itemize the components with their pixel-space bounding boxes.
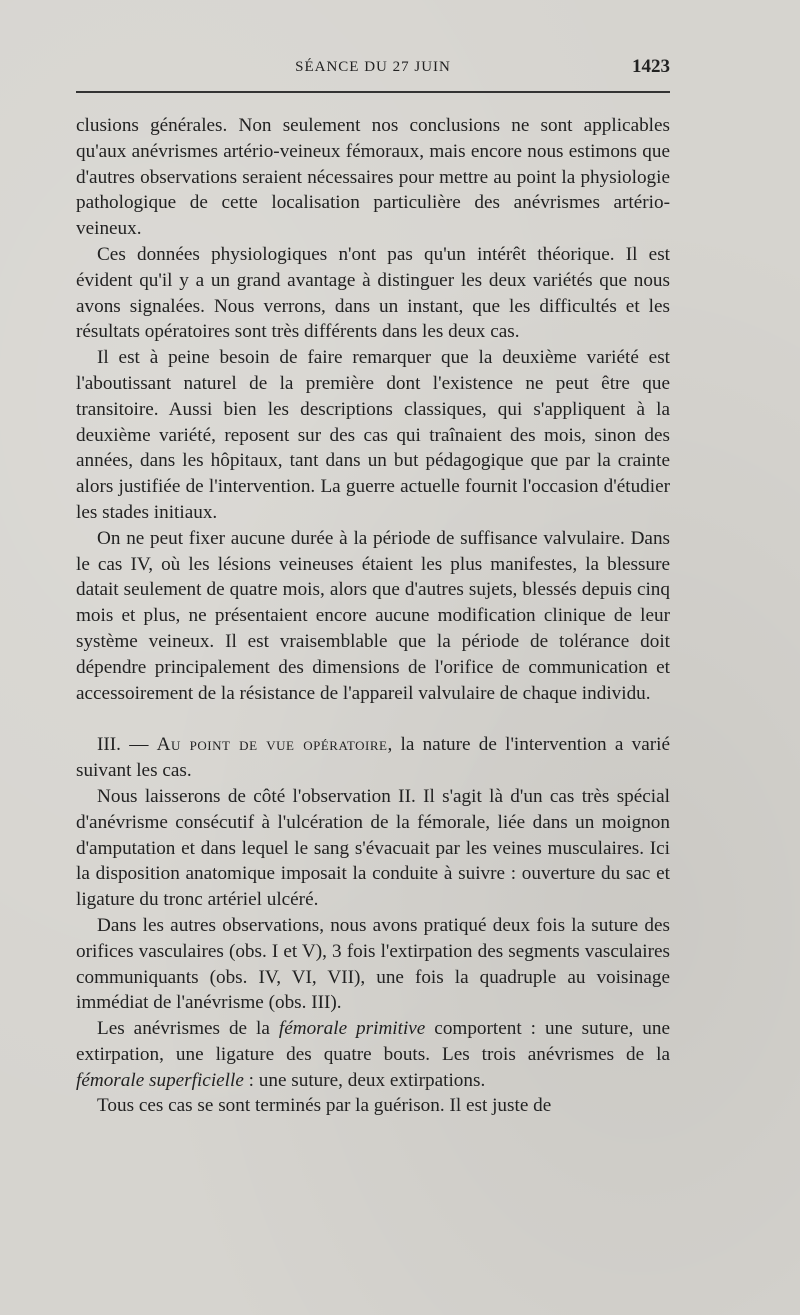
paragraph-8 [76,1016,670,1093]
running-head [76,56,670,82]
section-intro-text: , la nature de l'intervention a varié suivant les cas. [76,734,670,782]
paragraph-3: Il est à peine besoin de faire remarquer que la deuxième variété est l'aboutissant naturel de la première dont l'existence ne peut être que transitoire. Aussi bien les descriptions classiques, qui s'appliquent à la deuxième variété, reposent sur des cas qui traînaient des mois, sinon des années, dans les hôpitaux, tant dans un but pédagogique que par la crainte alors justifiée de l'intervention. La guerre actuelle fournit l'occasion d'étudier les stades initiaux. [76,347,670,523]
paragraph-7: Dans les autres observations, nous avons pratiqué deux fois la suture des orifices vasculaires (obs. I et V), 3 fois l'extirpation des segments vasculaires communiquants (obs. IV, VI, VII), une fois la quadruple au voisinage immédiat de l'anévrisme (obs. III). [76,914,670,1014]
paragraph-2: Ces données physiologiques n'ont pas qu'un intérêt théorique. Il est évident qu'il y a un grand avantage à distinguer les deux variétés que nous avons signalées. Nous verrons, dans un instant, que les difficultés et les résultats opératoires sont très différents dans les deux cas. [76,243,670,343]
italic-femorale-superficielle: fémorale superficielle [76,1069,244,1091]
paragraph-1: clusions générales. Non seulement nos conclusions ne sont applicables qu'aux anévrismes artério-veineux fémoraux, mais encore nous estimons que d'autres observations seraient nécessaires pour mettre au point la physiologie pathologique de cette localisation particulière des anévrismes artério-veineux. [76,115,670,240]
paragraph-9: Tous ces cas se sont terminés par la guérison. Il est juste de [97,1095,552,1117]
paragraph-8-part-b: comportent : une suture, une extirpation, une ligature des quatre bouts. Les trois anévrismes de la [76,1018,670,1065]
section-number: III. — [97,734,157,756]
paragraph-4: On ne peut fixer aucune durée à la période de suffisance valvulaire. Dans le cas IV, où les lésions veineuses étaient les plus manifestes, la blessure datait seulement de quatre mois, alors que d'autres sujets, blessés depuis cinq mois et plus, ne présentaient encore aucune modification clinique de leur système veineux. Il est vraisemblable que la période de tolérance doit dépendre principalement des dimensions de l'orifice de communication et accessoirement de la résistance de l'appareil valvulaire de chaque individu. [76,527,670,704]
italic-femorale-primitive: fémorale primitive [278,1018,426,1040]
paragraph-8-part-a: Les anévrismes de la [97,1018,279,1040]
running-head-title: SÉANCE DU 27 JUIN [295,59,451,75]
paragraph-8-part-c: : une suture, deux extirpations. [243,1069,486,1091]
section-heading: Au point de vue opératoire [156,734,388,756]
page-number: 1423 [632,56,670,77]
header-rule [76,91,670,93]
body-text [76,113,670,1119]
paragraph-6: Nous laisserons de côté l'observation II. Il s'agit là d'un cas très spécial d'anévrisme consécutif à l'ulcération de la fémorale, liée dans un moignon d'amputation et dans lequel le sang s'évacuait par les veines musculaires. Ici la disposition anatomique imposait la conduite à suivre : ouverture du sac et ligature du tronc artériel ulcéré. [76,785,670,911]
section-iii-paragraph [76,732,670,784]
